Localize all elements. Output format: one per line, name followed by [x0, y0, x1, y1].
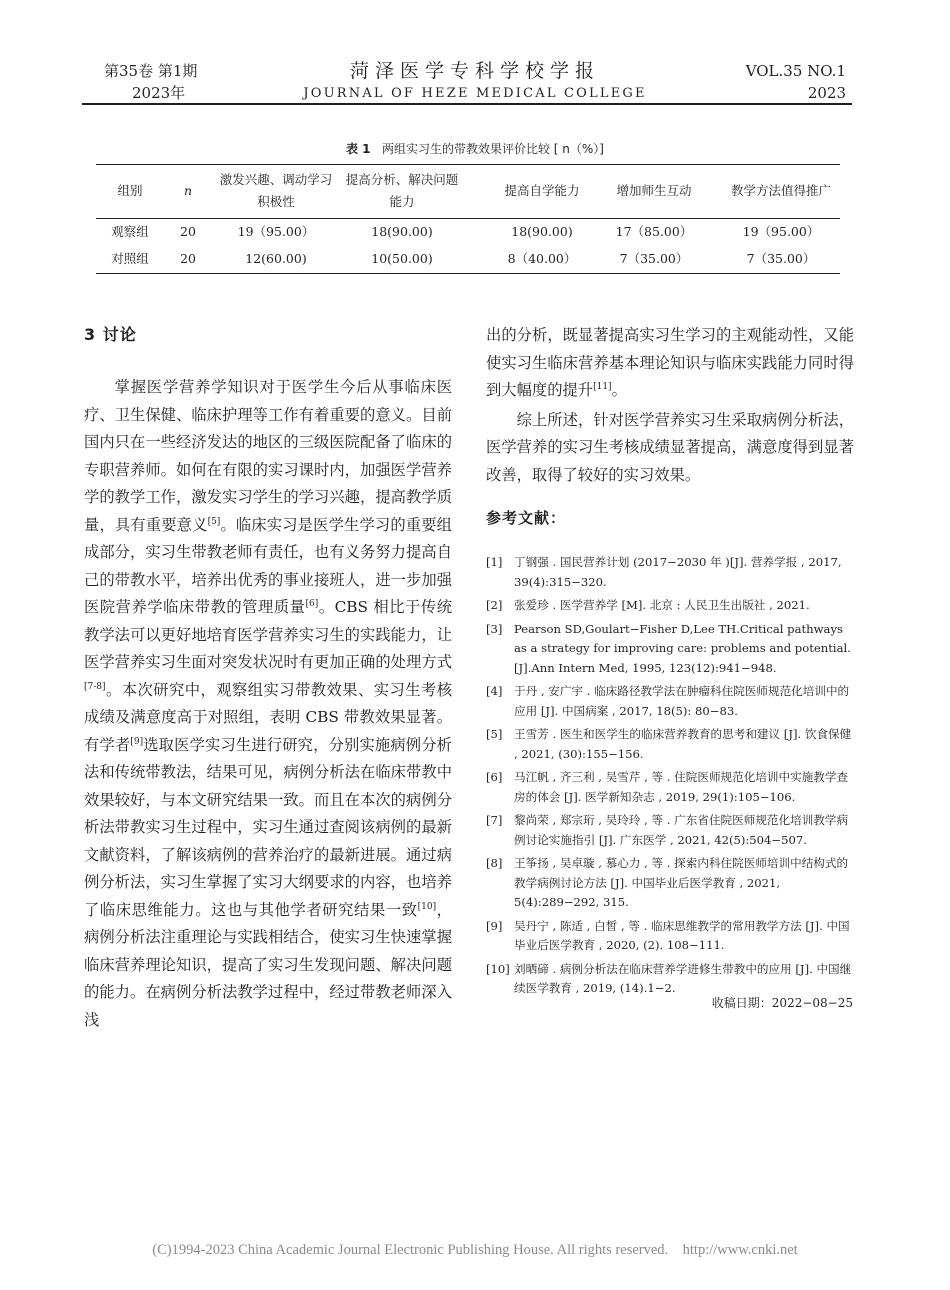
table-header-selfstudy: 提高自学能力: [504, 183, 580, 198]
references-list: [486, 553, 856, 1003]
reference-text: 刘晒碲 . 病例分析法在临床营养学进修生带教中的应用 [J]. 中国继续医学教育 , 2019, (14).1−2.: [514, 961, 852, 995]
reference-number: [10]: [486, 961, 510, 976]
table-cell: 7（35.00）: [619, 251, 689, 266]
reference-text: 于丹 , 安广宇 . 临床路径教学法在肿瘤科住院医师规范化培训中的应用 [J]. 中国病案 , 2017, 18(5): 80−83.: [514, 684, 850, 718]
reference-item: [486, 620, 856, 679]
reference-number: [8]: [486, 856, 503, 870]
table-caption-prefix: 表 1: [346, 142, 371, 156]
vol-no-en: VOL.35 NO.1: [745, 62, 846, 80]
conclusion-paragraph: 综上所述，针对医学营养实习生采取病例分析法，医学营养的实习生考核成绩显著提高，满意度得到显著改善，取得了较好的实习效果。: [486, 410, 854, 484]
table-cell: 20: [180, 251, 196, 266]
body-column-left: [84, 362, 452, 1034]
reference-item: [486, 811, 856, 850]
journal-title-cn: 菏泽医学专科学校学报: [349, 60, 600, 82]
table-cell: 观察组: [111, 224, 149, 239]
reference-item: [486, 682, 856, 721]
text-run: ，病例分析法注重理论与实践相结合，使实习生快速掌握临床营养理论知识，提高了实习生发现问题、解决问题的能力。在病例分析法教学过程中，经过带教老师深入浅: [84, 900, 452, 1029]
references-title: 参考文献：: [486, 509, 567, 527]
reference-item: [486, 854, 856, 913]
header-right: [700, 60, 846, 104]
reference-text: 张爱珍 . 医学营养学 [M]. 北京 : 人民卫生出版社 , 2021.: [514, 598, 810, 612]
reference-item: [486, 553, 856, 592]
year-cn: 2023年: [132, 84, 186, 102]
reference-item: [486, 596, 856, 616]
citation: [9]: [130, 736, 144, 747]
table-rule-top: [96, 164, 840, 165]
reference-number: [7]: [486, 813, 503, 827]
section-title: 3 讨论: [84, 325, 137, 344]
reference-text: 王筝扬 , 吴卓璇 , 慕心力 , 等 . 探索内科住院医师培训中结构式的教学病例讨论方法 [J]. 中国毕业后医学教育 , 2021, 5(4):289−292, 315.: [514, 856, 849, 909]
reference-item: [486, 768, 856, 807]
table-header-interest: 激发兴趣、调动学习积极性: [219, 172, 333, 209]
table-cell: 17（85.00）: [615, 224, 693, 239]
reference-number: [2]: [486, 598, 503, 612]
table-cell: 8（40.00）: [507, 251, 577, 266]
body-column-right: [486, 322, 854, 489]
table-cell: 7（35.00）: [746, 251, 816, 266]
received-date: 收稿日期：2022−08−25: [711, 996, 853, 1010]
table-cell: 18(90.00): [511, 224, 573, 239]
citation: [6]: [305, 599, 319, 609]
reference-number: [4]: [486, 684, 503, 698]
text-run: 出的分析，既显著提高实习生学习的主观能动性，又能使实习生临床营养基本理论知识与临床实践能力同时得到大幅度的提升: [486, 326, 854, 399]
reference-text: Pearson SD,Goulart−Fisher D,Lee TH.Critical pathways as a strategy for improving care: problems and potential.[J].Ann Intern Med, 1995, 123(12):941−948.: [514, 621, 851, 675]
text-run: 掌握医学营养学知识对于医学生今后从事临床医疗、卫生保健、临床护理等工作有着重要的意义。目前国内只在一些经济发达的地区的三级医院配备了临床的专职营养师。如何在有限的实习课时内，加强医学营养学的教学工作，激发实习学生的学习兴趣，提高教学质量，具有重要意义: [84, 378, 452, 534]
header-rule: [82, 103, 852, 105]
table-header-group: 组别: [117, 183, 143, 198]
year-en: 2023: [807, 84, 846, 102]
table-header-n: n: [183, 183, 193, 198]
journal-title-en: JOURNAL OF HEZE MEDICAL COLLEGE: [303, 86, 647, 101]
table-cell: 19（95.00）: [237, 224, 315, 239]
table-caption: [100, 140, 850, 157]
citation: [5]: [207, 516, 221, 527]
citation: [7-8]: [84, 681, 106, 692]
header-left: [104, 60, 197, 104]
table-rule-bottom: [96, 273, 840, 274]
table-cell: 18(90.00): [371, 224, 433, 239]
table-rule-mid: [96, 218, 840, 219]
text-run: 选取医学实习生进行研究，分别实施病例分析法和传统带教法，结果可见，病例分析法在临床带教中效果较好，与本文研究结果一致。而且在本次的病例分析法带教实习生过程中，实习生通过查阅该病例的最新文献资料，了解该病例的营养治疗的最新进展。通过病例分析法，实习生掌握了实习大纲要求的内容，也培养了临床思维能力。这也与其他学者研究结果一致: [84, 735, 452, 919]
reference-number: [1]: [486, 555, 503, 569]
reference-text: 王雪芳 . 医生和医学生的临床营养教育的思考和建议 [J]. 饮食保健 , 2021, (30):155−156.: [514, 727, 852, 761]
table-cell: 19（95.00）: [742, 224, 820, 239]
reference-number: [3]: [486, 621, 503, 636]
table-header-interaction: 增加师生互动: [616, 183, 692, 198]
reference-item: [486, 725, 856, 764]
table-caption-text: 两组实习生的带教效果评价比较 [ n（%）]: [381, 142, 604, 156]
text-run: 。本次研究中，观察组实习带教效果、实习生考核成绩及满意度高于对照组，表明 CBS 带教效果显著。有学者: [84, 680, 452, 754]
table-cell: 20: [180, 224, 196, 239]
reference-text: 马江帆 , 齐三利 , 吴雪芹 , 等 . 住院医师规范化培训中实施教学查房的体会 [J]. 医学新知杂志 , 2019, 29(1):105−106.: [514, 770, 849, 804]
table-cell: 10(50.00): [371, 251, 433, 266]
copyright-footer: (C)1994-2023 China Academic Journal Electronic Publishing House. All rights reserved. http://www.cnki.net: [152, 1242, 798, 1258]
table-cell: 对照组: [111, 251, 149, 266]
reference-text: 丁钢强 . 国民营养计划 (2017−2030 年 )[J]. 营养学报 , 2017, 39(4):315−320.: [514, 555, 842, 589]
table-header-analysis: 提高分析、解决问题能力: [345, 172, 459, 209]
citation: [11]: [593, 382, 612, 392]
citation: [10]: [417, 901, 437, 912]
reference-number: [6]: [486, 770, 503, 784]
discussion-paragraph-continued: [486, 322, 854, 405]
reference-item: [486, 917, 856, 956]
reference-number: [5]: [486, 727, 503, 741]
text-run: 。: [611, 381, 627, 399]
text-run: 。临床实习是医学生学习的重要组成部分，实习生带教老师有责任，也有义务努力提高自己的带教水平，培养出优秀的事业接班人，进一步加强医院营养学临床带教的管理质量: [84, 515, 452, 616]
table-header-promote: 教学方法值得推广: [730, 183, 831, 198]
reference-text: 黎尚荣 , 郑宗珩 , 吴玲玲 , 等 . 广东省住院医师规范化培训教学病例讨论实施指引 [J]. 广东医学 , 2021, 42(5):504−507.: [514, 813, 849, 847]
header-center: [270, 58, 680, 104]
volume-issue: 第35卷 第1期: [104, 62, 198, 80]
reference-number: [9]: [486, 918, 503, 933]
reference-text: 吴丹宁 , 陈适 , 白皙 , 等 . 临床思维教学的常用教学方法 [J]. 中国毕业后医学教育 , 2020, (2). 108−111.: [514, 918, 850, 952]
table-cell: 12(60.00): [245, 251, 307, 266]
reference-item: [486, 960, 856, 999]
text-run: 。CBS 相比于传统教学法可以更好地培育医学营养实习生的实践能力，让医学营养实习生面对突发状况时有更加正确的处理方式: [84, 598, 452, 671]
discussion-paragraph: [84, 374, 452, 1034]
